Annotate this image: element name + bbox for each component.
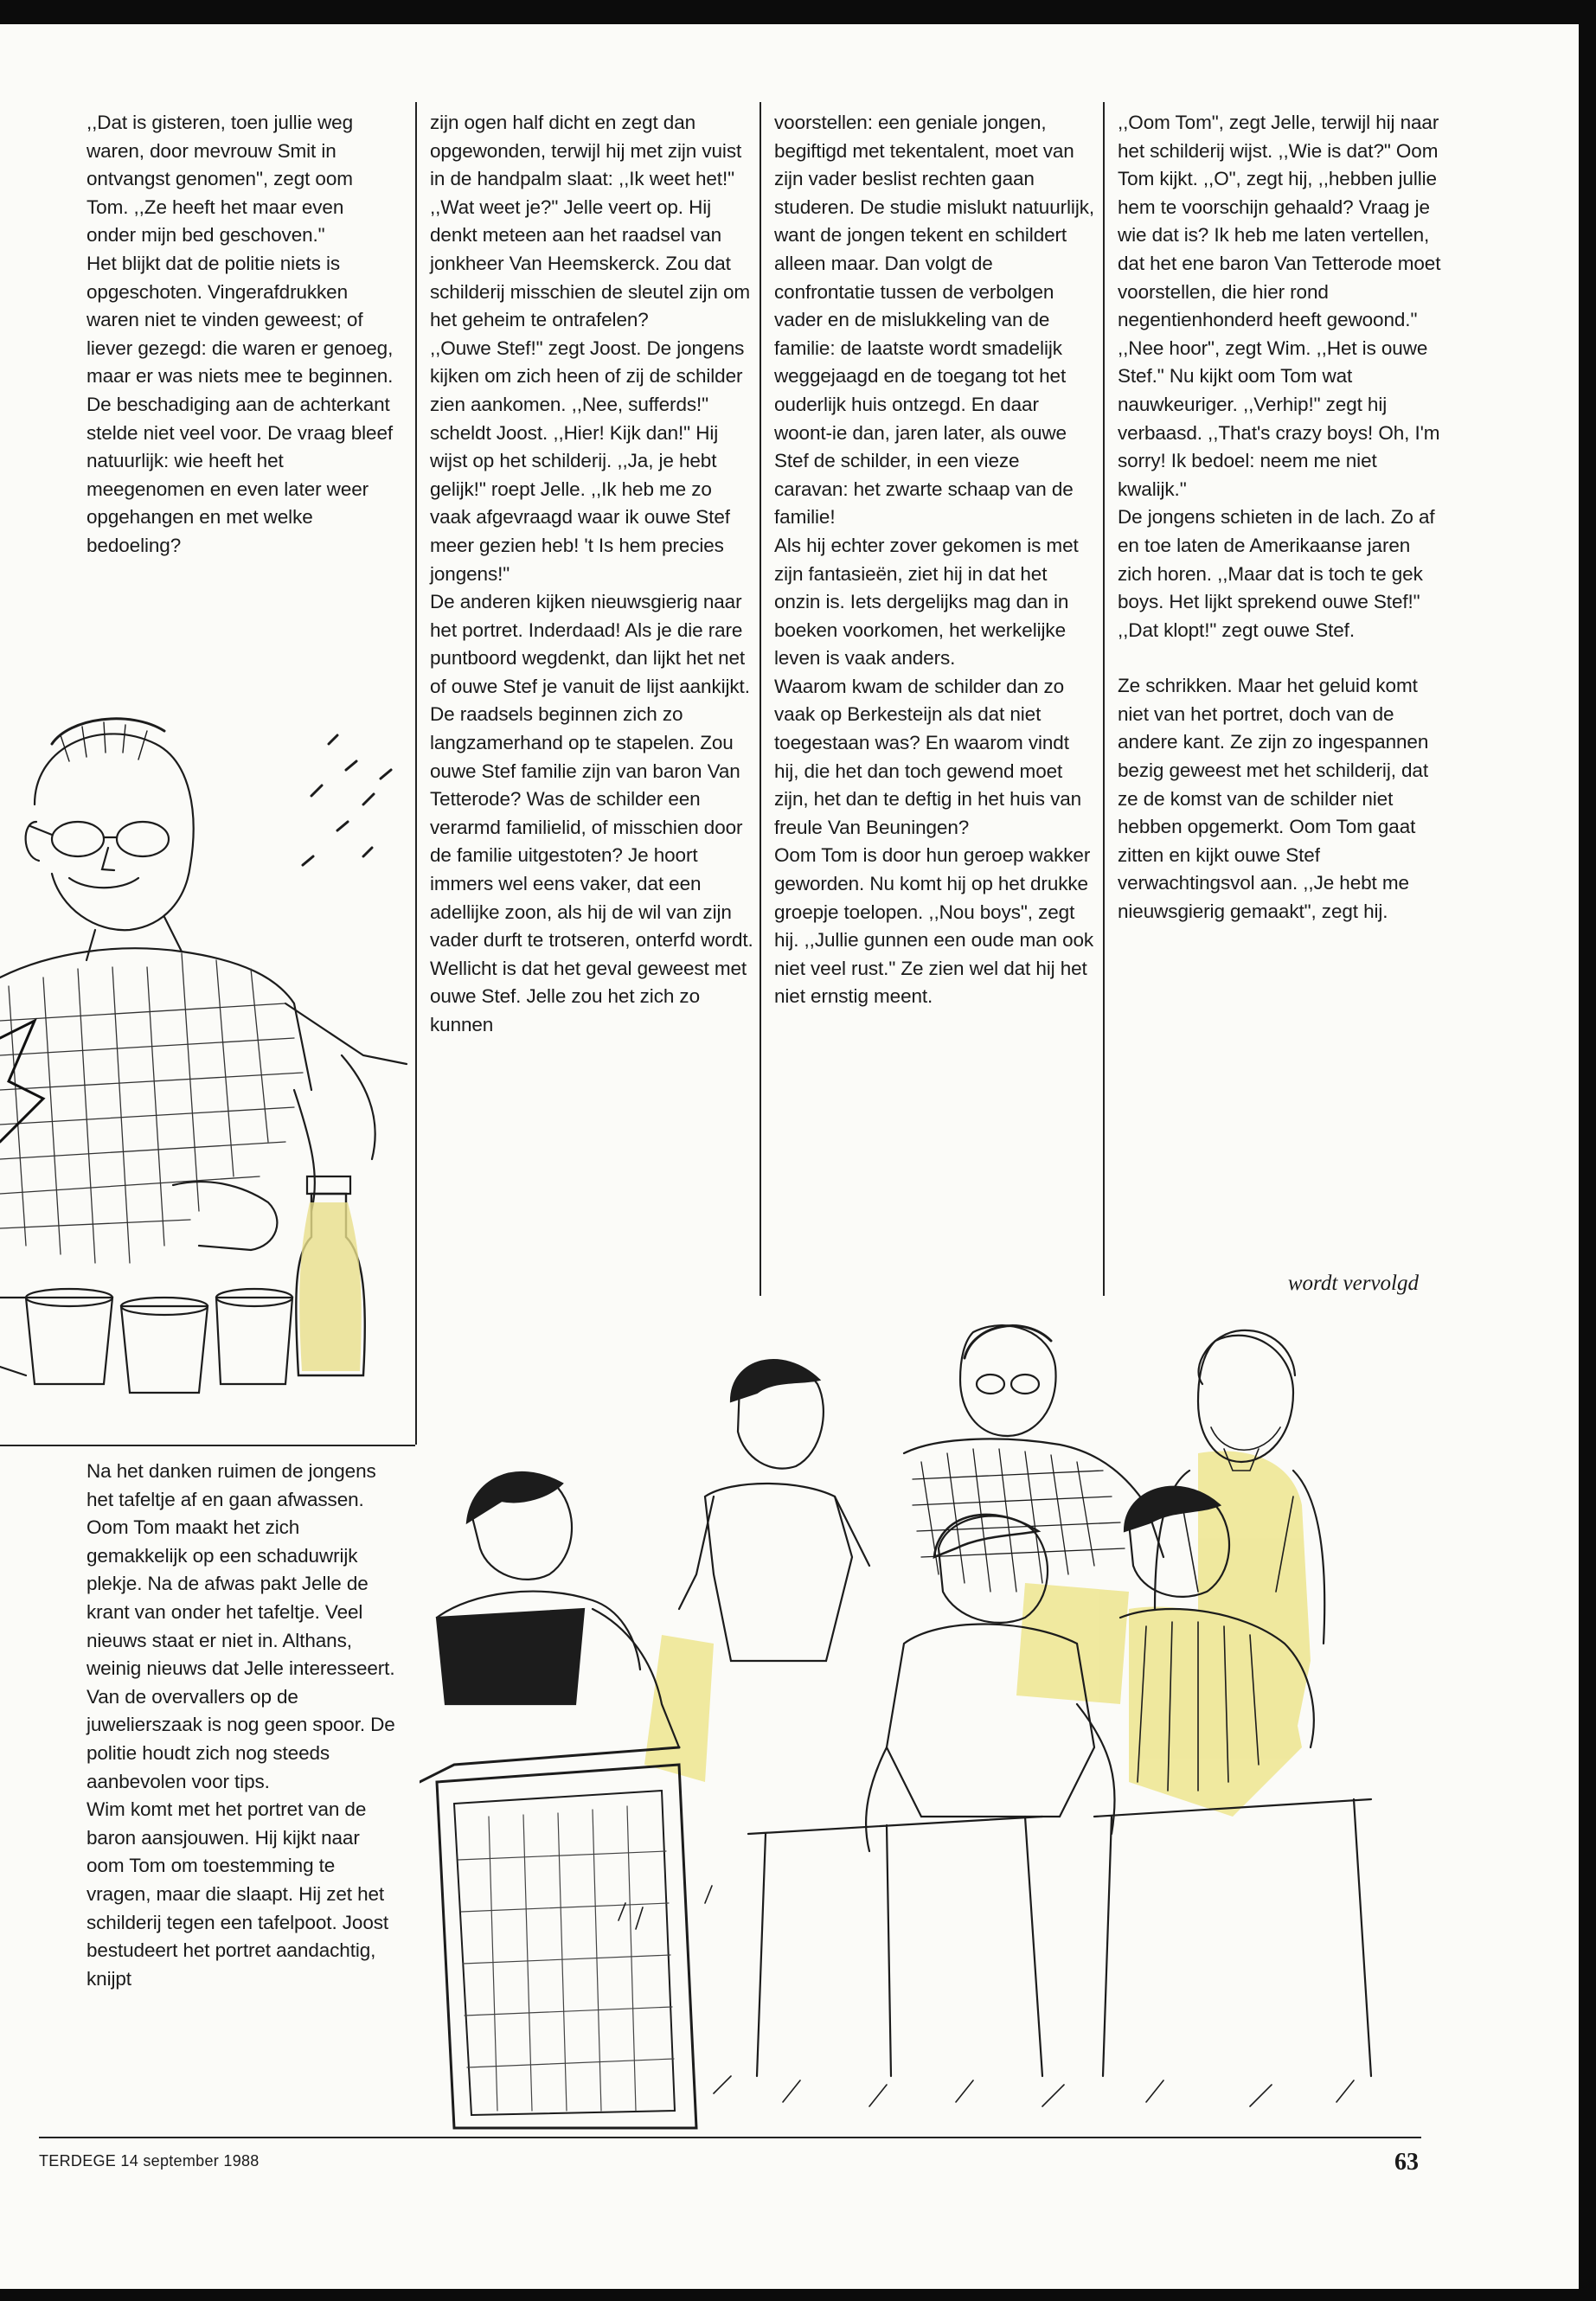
column-rule [760,102,761,1296]
publication-footer: TERDEGE 14 september 1988 [39,2152,260,2170]
paragraph: Wim komt met het portret van de baron aansjouwen. Hij kijkt naar oom Tom om toestemming te vragen, maar die slaapt. Hij zet het schilderij tegen een tafelpoot. Joost bestudeert het portret aandachtig, knijpt [87,1798,389,1990]
paragraph: Ze schrikken. Maar het geluid komt niet van het portret, doch van de andere kant. Ze zijn zo ingespannen bezig geweest met het schilderij, dat ze de komst van de schilder niet hebben opgemerkt. Oom Tom gaat zitten en kijkt ouwe Stef verwachtingsvol aan. ,,Je hebt me nieuwsgierig gemaakt", zegt hij. [1118,675,1429,923]
article-column-1 [87,109,396,561]
article-column-2 [430,109,757,1040]
illustration-man-washing-glasses [0,692,415,1410]
paragraph: ,,Oom Tom", zegt Jelle, terwijl hij naar het schilderij wijst. ,,Wie is dat?" Oom Tom kijkt. ,,O", zegt hij, ,,hebben jullie hem te voorschijn gehaald? Vraag je wie dat is? Ik heb me laten vertellen, dat het ene baron Van Tetterode moet voorstellen, die hier rond negentienhonderd heeft gewoond." [1118,112,1441,331]
paragraph: De jongens schieten in de lach. Zo af en toe laten de Amerikaanse jaren zich horen. ,,Maar dat is toch te gek boys. Het lijkt sprekend ouwe Stef!" ,,Dat klopt!" zegt ouwe Stef. [1118,506,1435,641]
article-column-4 [1118,109,1442,926]
paragraph: Waarom kwam de schilder dan zo vaak op Berkesteijn als dat niet toegestaan was? En waarom vindt hij, die het dan toch gewend moet zijn, het dan te deftig in het huis van freule Van Beuningen? [774,675,1082,838]
section-rule [0,1445,415,1446]
article-column-1-lower [87,1458,396,1993]
paragraph: Oom Tom is door hun geroep wakker geworden. Nu komt hij op het drukke groepje toelopen. ,,Nou boys", zegt hij. ,,Jullie gunnen een oude man ook niet veel rust." Ze zien wel dat hij het niet ernstig meent. [774,844,1094,1008]
paragraph: Als hij echter zover gekomen is met zijn fantasieën, ziet hij in dat het onzin is. Iets dergelijks mag dan in boeken voorkomen, het werkelijke leven is vaak anders. [774,534,1079,670]
continued-note: wordt vervolgd [1287,1272,1419,1295]
paragraph: Na het danken ruimen de jongens het tafeltje af en gaan afwassen. Oom Tom maakt het zich gemakkelijk op een schaduwrijk plekje. Na de afwas pakt Jelle de krant van onder het tafeltje. Veel nieuws staat er niet in. Althans, weinig nieuws dat Jelle interesseert. Van de overvallers op de juwelierszaak is nog geen spoor. De politie houdt zich nog steeds aanbevolen voor tips. [87,1460,395,1792]
paragraph: voorstellen: een geniale jongen, begiftigd met tekentalent, moet van zijn vader beslist rechten gaan studeren. De studie mislukt natuurlijk, want de jongen tekent en schildert alleen maar. Dan volgt de confrontatie tussen de verbolgen vader en de mislukkeling van de familie: de laatste wordt smadelijk weggejaagd en de toegang tot het ouderlijk huis ontzegd. En daar woont-ie dan, jaren later, als ouwe Stef de schilder, in een vieze caravan: het zwarte schaap van de familie! [774,112,1095,529]
page-number: 63 [1394,2149,1419,2176]
column-rule [1103,102,1105,1296]
paragraph: ,,Ouwe Stef!" zegt Joost. De jongens kijken om zich heen of zij de schilder zien aankomen. ,,Nee, sufferds!" scheldt Joost. ,,Hier! Kijk dan!" Hij wijst op het schilderij. ,,Ja, je hebt gelijk!" roept Jelle. ,,Ik heb me zo vaak afgevraagd waar ik ouwe Stef meer gezien heb! 't Is hem precies jongens!" [430,336,745,585]
paragraph: De raadsels beginnen zich zo langzamerhand op te stapelen. Zou ouwe Stef familie zijn van baron Van Tetterode? Was de schilder een verarmd familielid, of misschien door de familie uitgestoten? Je hoort immers wel eens vaker, dat een adellijke zoon, als hij de wil van zijn vader durft te trotseren, onterfd wordt. Wellicht is dat het geval geweest met ouwe Stef. Jelle zou het zich zo kunnen [430,703,753,1035]
paragraph: zijn ogen half dicht en zegt dan opgewonden, terwijl hij met zijn vuist in de handpalm slaat: ,,Ik weet het!" [430,112,742,190]
paragraph: ,,Nee hoor", zegt Wim. ,,Het is ouwe Stef." Nu kijkt oom Tom wat nauwkeuriger. ,,Verhip!" zegt hij verbaasd. ,,That's crazy boys! Oh, I'm sorry! Ik bedoel: neem me niet kwalijk." [1118,336,1440,500]
column-rule [415,102,417,1445]
paragraph: ,,Dat is gisteren, toen jullie weg waren, door mevrouw Smit in ontvangst genomen", zegt oom Tom. ,,Ze heeft het maar even onder mijn bed geschoven." [87,112,354,247]
illustration-group-with-portrait [420,1298,1423,2132]
paragraph: ,,Wat weet je?" Jelle veert op. Hij denkt meteen aan het raadsel van jonkheer Van Heemskerck. Zou dat schilderij misschien de sleutel zijn om het geheim te ontrafelen? [430,195,750,331]
footer-rule [39,2137,1421,2138]
paragraph-gap [1118,644,1442,672]
paragraph: Het blijkt dat de politie niets is opgeschoten. Vingerafdrukken waren niet te vinden geweest; of liever gezegd: die waren er genoeg, maar er was niets mee te beginnen. De beschadiging aan de achterkant stelde niet veel voor. De vraag bleef natuurlijk: wie heeft het meegenomen en even later weer opgehangen en met welke bedoeling? [87,252,394,556]
paragraph: De anderen kijken nieuwsgierig naar het portret. Inderdaad! Als je die rare puntboord wegdenkt, dan lijkt het net of ouwe Stef je vanuit de lijst aankijkt. [430,591,750,697]
article-column-3 [774,109,1096,1011]
